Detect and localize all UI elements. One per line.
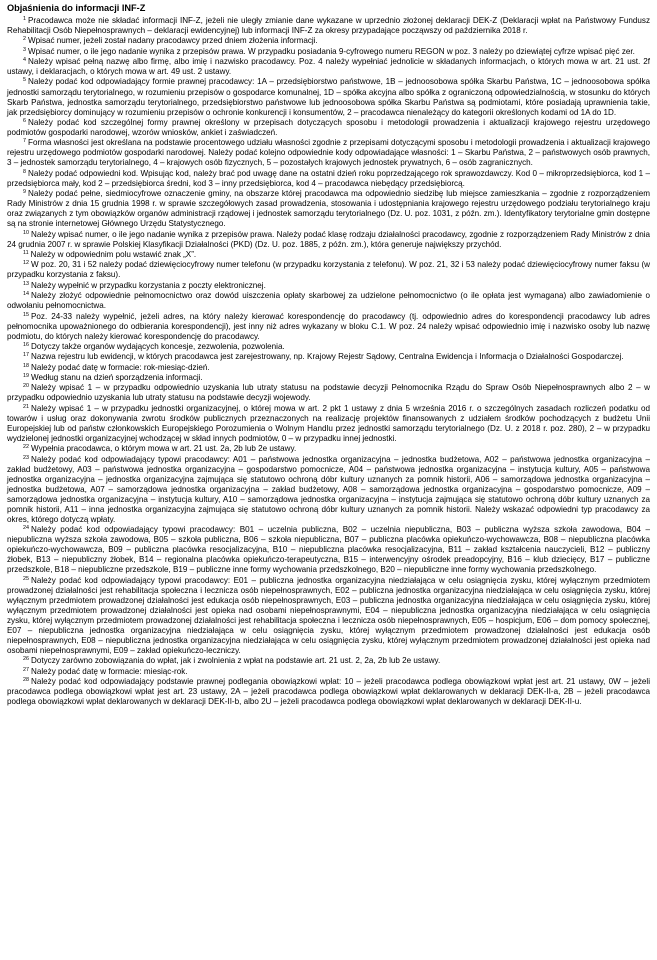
- footnote-text: Należy złożyć odpowiednie pełnomocnictwo oraz dowód uiszczenia opłaty skarbowej za udzielone pełnomocnictwo (o ile opłata jest wymagana) albo zawiadomienie o odwołaniu pełnomocnictwa.: [7, 291, 650, 311]
- footnote-item: [7, 281, 650, 291]
- footnote-item: [7, 576, 650, 656]
- footnote-number: 1: [23, 16, 26, 22]
- footnote-item: [7, 250, 650, 260]
- footnote-number: 12: [23, 260, 29, 267]
- footnote-item: [7, 77, 650, 117]
- footnote-number: 22: [23, 444, 29, 451]
- footnote-text: Nazwa rejestru lub ewidencji, w których pracodawca jest zarejestrowany, np. Krajowy Rejestr Sądowy, Centralna Ewidencja i Informacja o Działalności Gospodarczej.: [31, 352, 624, 362]
- footnote-number: 23: [23, 454, 29, 461]
- footnote-number: 27: [23, 666, 29, 673]
- footnote-number: 3: [23, 46, 26, 53]
- footnote-item: [7, 455, 650, 525]
- footnote-item: [7, 373, 650, 383]
- footnote-item: [7, 342, 650, 352]
- footnote-item: [7, 16, 650, 36]
- footnote-number: 19: [23, 372, 29, 379]
- footnote-item: [7, 118, 650, 138]
- footnote-item: [7, 444, 650, 454]
- footnote-item: [7, 667, 650, 677]
- footnote-number: 6: [23, 117, 26, 124]
- footnote-number: 24: [23, 525, 29, 532]
- footnote-number: 20: [23, 383, 29, 390]
- footnote-text: Należy podać kod odpowiadający typowi pracodawcy: B01 – uczelnia publiczna, B02 – uczelnia niepubliczna, B03 – publiczna wyższa szkoła zawodowa, B04 – niepubliczna wyższa szkoła zawodowa, B05 – szkoła publiczna, B06 – szkoła niepubliczna, B07 – publiczna placówka opiekuńczo-wychowawcza, B08 – niepubliczna placówka opiekuńczo-wychowawcza, B09 – publiczna placówka resocjalizacyjna, B10 – niepubliczna placówka resocjalizacyjna, B11 – zakład kształcenia nauczycieli, B12 – publiczny żłobek, B13 – niepubliczny żłobek, B14 – regionalna placówka opiekuńczo-terapeutyczna, B15 – interwencyjny ośrodek preadopcyjny, B16 – klub dziecięcy, B17 – publiczne przedszkole, B18 – niepubliczne przedszkole, B19 – publiczne inne formy wychowania przedszkolnego, B20 – niepubliczne inne formy wychowania przedszkolnego.: [7, 525, 650, 575]
- footnote-item: [7, 404, 650, 444]
- footnote-number: 17: [23, 352, 29, 359]
- footnote-text: Należy podać odpowiedni kod. Wpisując kod, należy brać pod uwagę dane na ostatni dzień roku poprzedzającego rok sprawozdawczy. Kod 0 – mikroprzedsiębiorca, kod 1 – przedsiębiorca mały, kod 2 – przedsiębiorca średni, kod 3 – inny przedsiębiorca, kod 4 – pracodawca niebędący przedsiębiorcą.: [7, 168, 650, 188]
- footnote-item: [7, 47, 650, 57]
- footnote-text: Należy wpisać pełną nazwę albo firmę, albo imię i nazwisko pracodawcy. Poz. 4 należy wypełniać jednolicie w składanych informacjach, o których mowa w art. 21 ust. 2f ustawy, i deklaracjach, o których mowa w art. 49 ust. 2 ustawy.: [7, 57, 650, 77]
- footnote-item: [7, 169, 650, 189]
- footnote-item: [7, 36, 650, 46]
- footnote-text: Należy podać datę w formacie: miesiąc-rok.: [31, 666, 188, 676]
- footnote-number: 2: [23, 36, 26, 43]
- footnote-number: 25: [23, 575, 29, 582]
- footnote-number: 7: [23, 138, 26, 145]
- footnote-item: [7, 363, 650, 373]
- footnote-item: [7, 138, 650, 168]
- document-title: Objaśnienia do informacji INF-Z: [7, 3, 146, 13]
- footnote-number: 26: [23, 656, 29, 663]
- footnote-text: Należy podać pełne, siedmiocyfrowe oznaczenie gminy, na obszarze której pracodawca ma odpowiednio siedzibę lub miejsce zamieszkania – zgodnie z rozporządzeniem Rady Ministrów z dnia 15 grudnia 1998 r. w sprawie szczegółowych zasad prowadzenia, stosowania i udostępniania krajowego rejestru urzędowego podziału terytorialnego kraju oraz związanych z tym obowiązków organów administracji rządowej i jednostek samorządu terytorialnego (Dz. U. poz. 1031, z późn. zm.). Identyfikatory terytorialne gmin dostępne są na stronie internetowej Głównego Urzędu Statystycznego.: [7, 189, 650, 229]
- footnote-text: Wypełnia pracodawca, o którym mowa w art. 21 ust. 2a, 2b lub 2e ustawy.: [31, 444, 297, 454]
- footnote-number: 13: [23, 280, 29, 287]
- footnote-item: [7, 525, 650, 575]
- footnote-number: 10: [23, 229, 29, 236]
- footnote-item: [7, 656, 650, 666]
- footnote-text: Forma własności jest określana na podstawie procentowego udziału własności zgodnie z przepisami dotyczącymi sposobu i metodologii prowadzenia i aktualizacji krajowego rejestru urzędowego podmiotów gospodarki narodowej. Należy podać kolejno odpowiednie kody odpowiadające własności: 1 – Skarbu Państwa, 2 – państwowych osób prawnych, 3 – jednostek samorządu terytorialnego, 4 – krajowych osób fizycznych, 5 – pozostałych krajowych jednostek prywatnych, 6 – osób zagranicznych.: [7, 138, 650, 168]
- footnote-number: 28: [23, 677, 29, 684]
- footnote-text: Należy podać kod odpowiadający typowi pracodawcy: A01 – państwowa jednostka organizacyjna – jednostka budżetowa, A02 – państwowa jednostka organizacyjna – zakład budżetowy, A03 – państwowa jednostka organizacyjna – gospodarstwo pomocnicze, A04 – państwowa jednostka organizacyjna – instytucja kultury, A05 – państwowa jednostka organizacyjna – jednostka organizacyjna zajmująca się statutowo ochroną dóbr kultury uznanych za pomnik historii, A06 – samorządowa jednostka organizacyjna – jednostka budżetowa, A07 – samorządowa jednostka organizacyjna – zakład budżetowy, A08 – samorządowa jednostka organizacyjna – gospodarstwo pomocnicze, A09 – samorządowa jednostka organizacyjna – instytucja kultury, A10 – samorządowa jednostka organizacyjna – instytucja zajmująca się statutowo ochroną dóbr kultury uznanych za pomnik historii, A11 – inna jednostka organizacyjna zajmująca się statutowo ochroną dóbr kultury uznanych za pomnik historii. Należy wskazać odpowiedni typ pracodawcy za okres, którego dotyczą wpłaty.: [7, 454, 650, 524]
- footnote-number: 21: [23, 403, 29, 410]
- footnote-number: 18: [23, 362, 29, 369]
- footnote-text: Należy podać kod odpowiadający typowi pracodawcy: E01 – publiczna jednostka organizacyjna niedziałająca w celu osiągnięcia zysku, której wyłącznym przedmiotem prowadzonej działalności jest rehabilitacja społeczna i lecznicza osób niepełnosprawnych, E02 – publiczna jednostka organizacyjna niedziałająca w celu osiągnięcia zysku, której wyłącznym przedmiotem prowadzonej działalności jest edukacja osób niepełnosprawnych, E03 – publiczna jednostka organizacyjna niedziałająca w celu osiągnięcia zysku, której wyłącznym przedmiotem prowadzonej działalności jest opieka nad osobami niepełnosprawnymi, E04 – niepubliczna jednostka organizacyjna niedziałająca w celu osiągnięcia zysku, której wyłącznym przedmiotem prowadzonej działalności jest rehabilitacja społeczna i lecznicza osób niepełnosprawnych, E05 – hospicjum, E06 – dom pomocy społecznej, E07 – niepubliczna jednostka organizacyjna niedziałająca w celu osiągnięcia zysku, której wyłącznym przedmiotem prowadzonej działalności jest edukacja osób niepełnosprawnych, E08 – niepubliczna jednostka organizacyjna niedziałająca w celu osiągnięcia zysku, której wyłącznym przedmiotem prowadzonej działalności jest opieka nad osobami niepełnosprawnymi, E09 – zakład opiekuńczo-leczniczy.: [7, 575, 650, 656]
- footnote-number: 4: [23, 57, 26, 64]
- footnote-text: Należy podać kod odpowiadający formie prawnej pracodawcy: 1A – przedsiębiorstwo państwowe, 1B – jednoosobowa spółka Skarbu Państwa, 1C – jednoosobowa spółka jednostki samorządu terytorialnego, w rozumieniu przepisów o gospodarce komunalnej, 1D – spółka akcyjna albo spółka z ograniczoną odpowiedzialnością, w stosunku do których Skarb Państwa, jednostka samorządu terytorialnego, przedsiębiorstwo państwowe lub jednoosobowa spółka Skarbu Państwa są podmiotami, które posiadają uprawnienia takie, jak przedsiębiorcy dominujący w rozumieniu przepisów o ochronie konkurencji i konsumentów, 2 – pracodawca nienależący do kategorii określonych kodami od 1A do 1D.: [7, 77, 650, 117]
- footnote-number: 5: [23, 77, 26, 84]
- footnote-text: Należy wpisać 1 – w przypadku odpowiednio uzyskania lub utraty statusu na podstawie decyzji Pełnomocnika Rządu do Spraw Osób Niepełnosprawnych albo 2 – w przypadku odpowiednio uzyskania lub utraty statusu na podstawie decyzji wojewody.: [7, 383, 650, 403]
- footnote-text: Należy wypełnić w przypadku korzystania z poczty elektronicznej.: [31, 280, 266, 290]
- footnote-text: Dotyczy zarówno zobowiązania do wpłat, jak i zwolnienia z wpłat na podstawie art. 21 ust. 2, 2a, 2b lub 2e ustawy.: [31, 656, 441, 666]
- footnote-text: Wpisać numer, o ile jego nadanie wynika z przepisów prawa. W przypadku posiadania 9-cyfrowego numeru REGON w poz. 3 należy po dziewiątej cyfrze wpisać pięć zer.: [28, 46, 635, 56]
- footnote-number: 8: [23, 168, 26, 175]
- footnote-number: 9: [23, 189, 26, 196]
- footnote-text: Należy w odpowiednim polu wstawić znak „X”.: [30, 250, 197, 260]
- footnote-text: W poz. 20, 31 i 52 należy podać dziewięciocyfrowy numer telefonu (w przypadku korzystania z telefonu). W poz. 21, 32 i 53 należy podać dziewięciocyfrowy numer faksu (w przypadku korzystania z faksu).: [7, 260, 650, 280]
- footnote-text: Należy wpisać numer, o ile jego nadanie wynika z przepisów prawa. Należy podać klasę rodzaju działalności pracodawcy, zgodnie z rozporządzeniem Rady Ministrów z dnia 24 grudnia 2007 r. w sprawie Polskiej Klasyfikacji Działalności (PKD) (Dz. U. poz. 1885, z późn. zm.), która generuje największy przychód.: [7, 229, 650, 249]
- footnote-number: 14: [23, 291, 29, 298]
- footnote-item: [7, 677, 650, 707]
- footnote-item: [7, 57, 650, 77]
- footnote-number: 15: [23, 311, 29, 318]
- footnote-text: Według stanu na dzień sporządzenia informacji.: [31, 372, 203, 382]
- footnote-text: Należy podać kod odpowiadający podstawie prawnej podlegania obowiązkowi wpłat: 10 – jeżeli pracodawca podlega obowiązkowi wpłat jest art. 21 ustawy, 0W – jeżeli pracodawca podlega obowiązkowi wpłat jest art. 23 ustawy, 2A – jeżeli pracodawca podlega obowiązkowi wpłat deklarowanych w deklaracji DEK-II-a, 2B – jeżeli pracodawca podlega obowiązkowi wpłat deklarowanych w deklaracji DEK-II-b, albo 2U – jeżeli pracodawca podlega obowiązkowi wpłat deklarowanych w deklaracji DEK-II-u.: [7, 677, 650, 707]
- footnote-item: [7, 230, 650, 250]
- footnote-item: [7, 383, 650, 403]
- footnote-text: Pracodawca może nie składać informacji INF-Z, jeżeli nie uległy zmianie dane wykazane w uprzednio złożonej deklaracji DEK-Z (Deklaracji wpłat na Państwowy Fundusz Rehabilitacji Osób Niepełnosprawnych – deklaracji ewidencyjnej) lub informacji INF-Z za okresy przypadające począwszy od października 2018 r.: [7, 16, 650, 36]
- footnote-text: Dotyczy także organów wydających koncesje, zezwolenia, pozwolenia.: [31, 341, 285, 351]
- footnote-text: Należy podać kod szczególnej formy prawnej określony w przepisach dotyczących sposobu i metodologii prowadzenia i aktualizacji krajowego rejestru urzędowego podmiotów gospodarki narodowej, wzorów wniosków, ankiet i zaświadczeń.: [7, 117, 650, 137]
- footnote-item: [7, 291, 650, 311]
- footnotes-list: [7, 16, 650, 707]
- footnote-item: [7, 189, 650, 229]
- footnote-text: Należy podać datę w formacie: rok-miesiąc-dzień.: [31, 362, 210, 372]
- footnote-item: [7, 260, 650, 280]
- footnote-text: Należy wpisać 1 – w przypadku jednostki organizacyjnej, o której mowa w art. 2 pkt 1 ustawy z dnia 5 września 2016 r. o szczególnych zasadach rozliczeń podatku od towarów i usług oraz dokonywania zwrotu środków publicznych przeznaczonych na realizację projektów finansowanych z udziałem środków pochodzących z budżetu Unii Europejskiej lub od państw członkowskich Europejskiego Porozumienia o Wolnym Handlu przez jednostki samorządu terytorialnego (Dz. U. z 2018 r. poz. 280), 2 – w przypadku wydzielonej jednostki organizacyjnej wchodzącej w skład innych podmiotów, 0 – w przypadku innej jednostki.: [7, 403, 650, 443]
- footnote-text: Poz. 24-33 należy wypełnić, jeżeli adres, na który należy kierować korespondencję do pracodawcy (tj. odpowiednio adres do korespondencji pracodawcy lub adres pełnomocnika upoważnionego do odbierania korespondencji), jest inny niż adres wykazany w bloku C.1. W poz. 24 należy wpisać odpowiednio imię i nazwisko osoby lub nazwę podmiotu, do których należy kierować korespondencję do pracodawcy.: [7, 311, 650, 341]
- footnote-number: 16: [23, 341, 29, 348]
- footnote-item: [7, 312, 650, 342]
- footnote-item: [7, 352, 650, 362]
- footnote-text: Wpisać numer, jeżeli został nadany pracodawcy przed dniem złożenia informacji.: [28, 36, 318, 46]
- footnote-number: 11: [23, 250, 29, 257]
